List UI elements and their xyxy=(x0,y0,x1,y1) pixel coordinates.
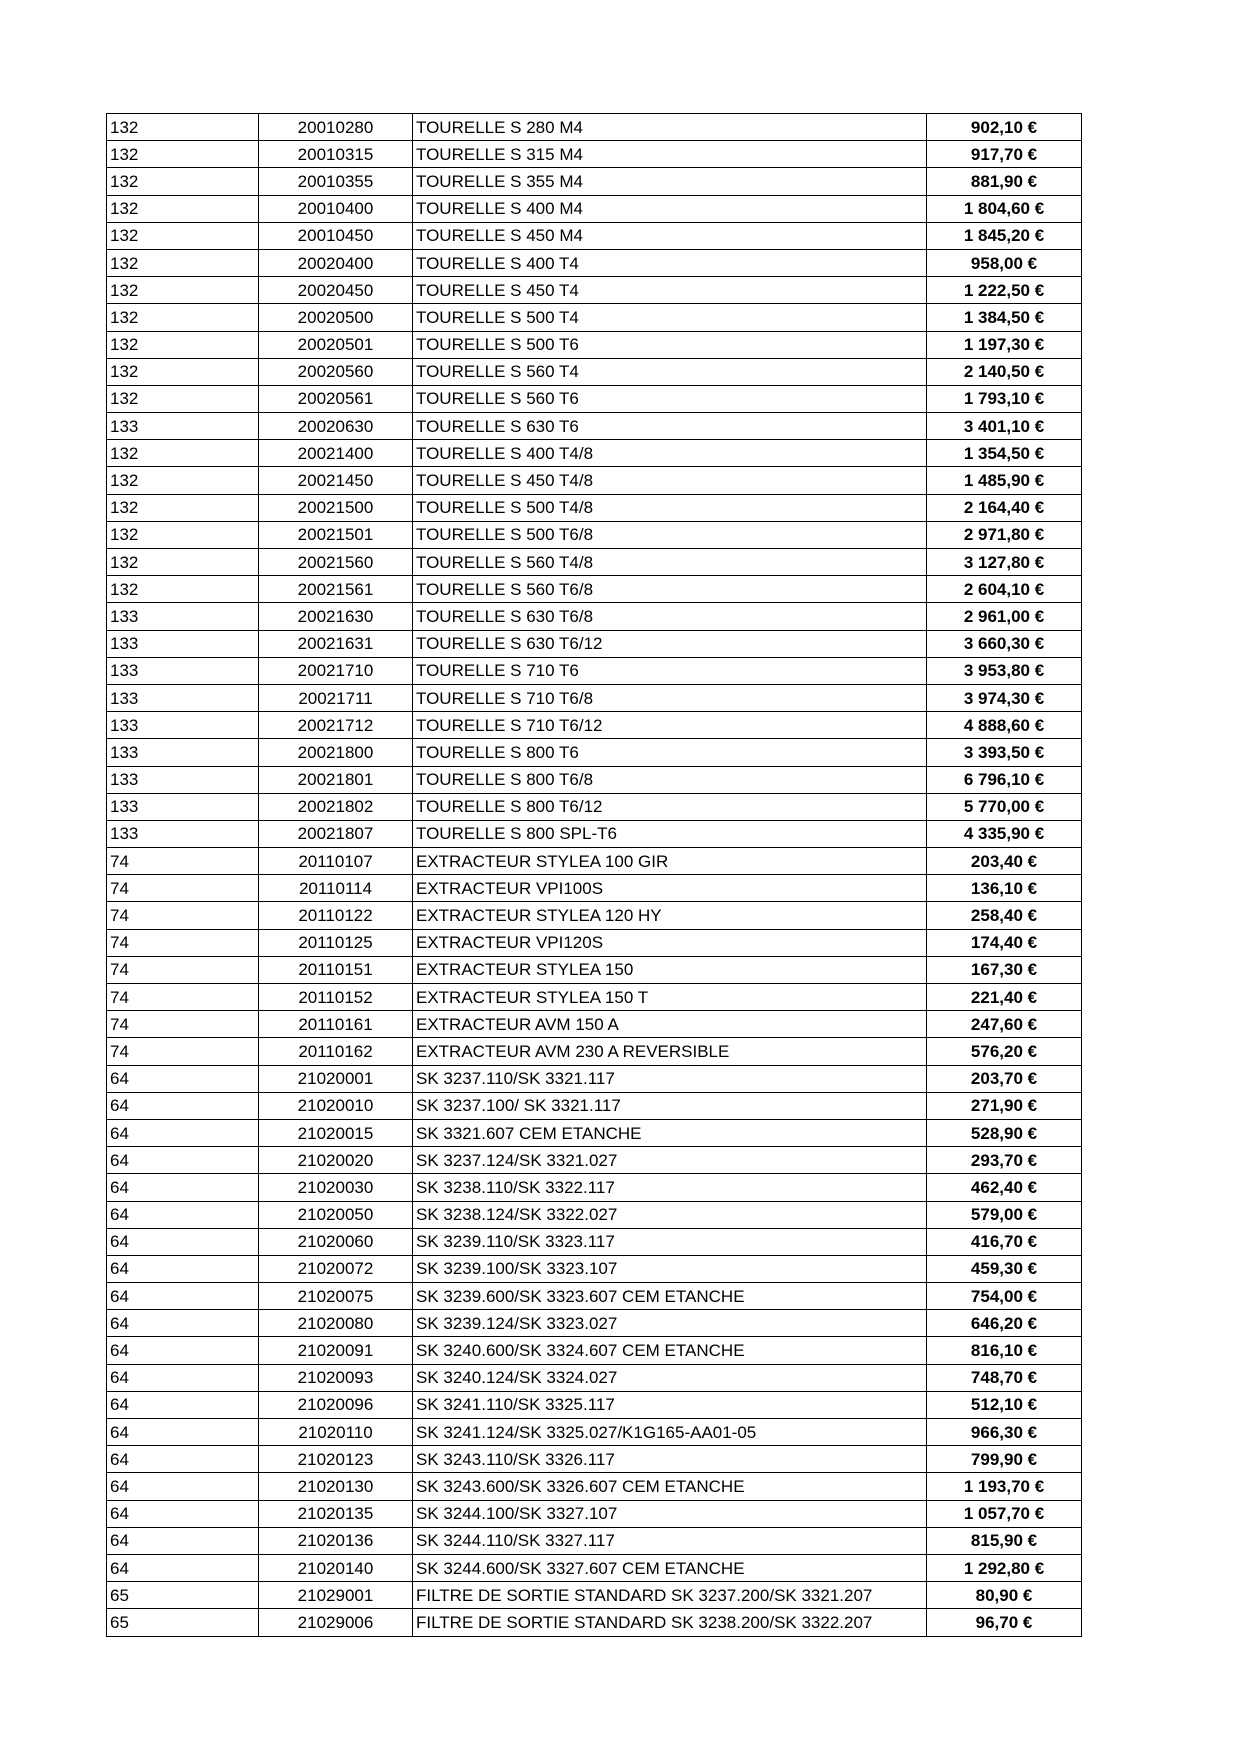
table-row xyxy=(107,222,1082,249)
description-cell: TOURELLE S 560 T6 xyxy=(413,385,927,412)
table-row xyxy=(107,168,1082,195)
price-cell: 902,10 € xyxy=(927,114,1082,141)
price-cell: 96,70 € xyxy=(927,1609,1082,1636)
catalog-page-cell: 132 xyxy=(107,141,259,168)
description-cell: TOURELLE S 315 M4 xyxy=(413,141,927,168)
price-cell: 293,70 € xyxy=(927,1147,1082,1174)
reference-cell: 20010355 xyxy=(259,168,413,195)
table-row xyxy=(107,1473,1082,1500)
reference-cell: 20021802 xyxy=(259,793,413,820)
price-cell: 1 354,50 € xyxy=(927,440,1082,467)
price-cell: 1 384,50 € xyxy=(927,304,1082,331)
table-row xyxy=(107,249,1082,276)
catalog-page-cell: 64 xyxy=(107,1419,259,1446)
table-row xyxy=(107,331,1082,358)
reference-cell: 20110122 xyxy=(259,902,413,929)
catalog-page-cell: 64 xyxy=(107,1283,259,1310)
table-row xyxy=(107,385,1082,412)
table-row xyxy=(107,1419,1082,1446)
catalog-page-cell: 132 xyxy=(107,222,259,249)
reference-cell: 20021800 xyxy=(259,739,413,766)
reference-cell: 20110151 xyxy=(259,956,413,983)
description-cell: TOURELLE S 560 T4 xyxy=(413,358,927,385)
price-cell: 815,90 € xyxy=(927,1527,1082,1554)
description-cell: TOURELLE S 560 T6/8 xyxy=(413,576,927,603)
table-row xyxy=(107,304,1082,331)
reference-cell: 21020060 xyxy=(259,1228,413,1255)
price-cell: 258,40 € xyxy=(927,902,1082,929)
price-cell: 1 193,70 € xyxy=(927,1473,1082,1500)
price-cell: 512,10 € xyxy=(927,1391,1082,1418)
table-row xyxy=(107,1201,1082,1228)
catalog-page-cell: 64 xyxy=(107,1201,259,1228)
description-cell: EXTRACTEUR STYLEA 150 T xyxy=(413,984,927,1011)
price-list-sheet xyxy=(106,113,1081,1637)
price-cell: 799,90 € xyxy=(927,1446,1082,1473)
price-cell: 3 660,30 € xyxy=(927,630,1082,657)
reference-cell: 20021801 xyxy=(259,766,413,793)
price-cell: 3 393,50 € xyxy=(927,739,1082,766)
description-cell: SK 3237.124/SK 3321.027 xyxy=(413,1147,927,1174)
catalog-page-cell: 132 xyxy=(107,440,259,467)
catalog-page-cell: 65 xyxy=(107,1609,259,1636)
description-cell: SK 3240.600/SK 3324.607 CEM ETANCHE xyxy=(413,1337,927,1364)
reference-cell: 20110162 xyxy=(259,1038,413,1065)
description-cell: TOURELLE S 500 T4/8 xyxy=(413,494,927,521)
catalog-page-cell: 74 xyxy=(107,929,259,956)
description-cell: TOURELLE S 800 T6/8 xyxy=(413,766,927,793)
description-cell: SK 3238.124/SK 3322.027 xyxy=(413,1201,927,1228)
table-row xyxy=(107,902,1082,929)
description-cell: SK 3321.607 CEM ETANCHE xyxy=(413,1119,927,1146)
catalog-page-cell: 132 xyxy=(107,304,259,331)
description-cell: SK 3244.110/SK 3327.117 xyxy=(413,1527,927,1554)
catalog-page-cell: 132 xyxy=(107,494,259,521)
price-cell: 203,40 € xyxy=(927,848,1082,875)
description-cell: EXTRACTEUR AVM 150 A xyxy=(413,1011,927,1038)
reference-cell: 20110161 xyxy=(259,1011,413,1038)
catalog-page-cell: 133 xyxy=(107,657,259,684)
description-cell: EXTRACTEUR AVM 230 A REVERSIBLE xyxy=(413,1038,927,1065)
description-cell: EXTRACTEUR VPI120S xyxy=(413,929,927,956)
description-cell: TOURELLE S 500 T6 xyxy=(413,331,927,358)
price-cell: 3 974,30 € xyxy=(927,684,1082,711)
table-row xyxy=(107,521,1082,548)
description-cell: EXTRACTEUR STYLEA 120 HY xyxy=(413,902,927,929)
table-row xyxy=(107,1038,1082,1065)
reference-cell: 20010450 xyxy=(259,222,413,249)
description-cell: TOURELLE S 355 M4 xyxy=(413,168,927,195)
table-row xyxy=(107,413,1082,440)
reference-cell: 20021631 xyxy=(259,630,413,657)
catalog-page-cell: 64 xyxy=(107,1337,259,1364)
table-row xyxy=(107,1174,1082,1201)
catalog-page-cell: 74 xyxy=(107,984,259,1011)
price-cell: 1 057,70 € xyxy=(927,1500,1082,1527)
catalog-page-cell: 133 xyxy=(107,739,259,766)
description-cell: SK 3240.124/SK 3324.027 xyxy=(413,1364,927,1391)
reference-cell: 20020561 xyxy=(259,385,413,412)
reference-cell: 21020050 xyxy=(259,1201,413,1228)
table-row xyxy=(107,1310,1082,1337)
catalog-page-cell: 132 xyxy=(107,521,259,548)
catalog-page-cell: 133 xyxy=(107,413,259,440)
table-row xyxy=(107,875,1082,902)
description-cell: FILTRE DE SORTIE STANDARD SK 3238.200/SK 3322.207 xyxy=(413,1609,927,1636)
catalog-page-cell: 74 xyxy=(107,956,259,983)
reference-cell: 20020450 xyxy=(259,277,413,304)
table-row xyxy=(107,1147,1082,1174)
reference-cell: 20110114 xyxy=(259,875,413,902)
table-row xyxy=(107,984,1082,1011)
catalog-page-cell: 74 xyxy=(107,1038,259,1065)
reference-cell: 20010280 xyxy=(259,114,413,141)
table-row xyxy=(107,1092,1082,1119)
catalog-page-cell: 74 xyxy=(107,1011,259,1038)
reference-cell: 21020030 xyxy=(259,1174,413,1201)
table-row xyxy=(107,195,1082,222)
catalog-page-cell: 132 xyxy=(107,195,259,222)
price-cell: 459,30 € xyxy=(927,1255,1082,1282)
description-cell: TOURELLE S 560 T4/8 xyxy=(413,549,927,576)
description-cell: SK 3244.600/SK 3327.607 CEM ETANCHE xyxy=(413,1554,927,1581)
reference-cell: 20110152 xyxy=(259,984,413,1011)
description-cell: TOURELLE S 450 T4 xyxy=(413,277,927,304)
reference-cell: 20021501 xyxy=(259,521,413,548)
reference-cell: 21020140 xyxy=(259,1554,413,1581)
reference-cell: 20021561 xyxy=(259,576,413,603)
price-cell: 917,70 € xyxy=(927,141,1082,168)
price-cell: 80,90 € xyxy=(927,1582,1082,1609)
price-table-body xyxy=(107,114,1082,1637)
table-row xyxy=(107,657,1082,684)
price-cell: 3 127,80 € xyxy=(927,549,1082,576)
price-cell: 748,70 € xyxy=(927,1364,1082,1391)
reference-cell: 21020072 xyxy=(259,1255,413,1282)
description-cell: SK 3244.100/SK 3327.107 xyxy=(413,1500,927,1527)
price-cell: 1 222,50 € xyxy=(927,277,1082,304)
catalog-page-cell: 64 xyxy=(107,1092,259,1119)
table-row xyxy=(107,739,1082,766)
price-cell: 136,10 € xyxy=(927,875,1082,902)
reference-cell: 20021400 xyxy=(259,440,413,467)
reference-cell: 21020015 xyxy=(259,1119,413,1146)
description-cell: TOURELLE S 400 M4 xyxy=(413,195,927,222)
catalog-page-cell: 64 xyxy=(107,1255,259,1282)
price-cell: 1 845,20 € xyxy=(927,222,1082,249)
description-cell: TOURELLE S 630 T6/8 xyxy=(413,603,927,630)
catalog-page-cell: 64 xyxy=(107,1391,259,1418)
reference-cell: 20020500 xyxy=(259,304,413,331)
price-cell: 462,40 € xyxy=(927,1174,1082,1201)
description-cell: SK 3237.100/ SK 3321.117 xyxy=(413,1092,927,1119)
table-row xyxy=(107,467,1082,494)
description-cell: SK 3241.110/SK 3325.117 xyxy=(413,1391,927,1418)
price-cell: 816,10 € xyxy=(927,1337,1082,1364)
catalog-page-cell: 132 xyxy=(107,168,259,195)
description-cell: TOURELLE S 400 T4 xyxy=(413,249,927,276)
table-row xyxy=(107,1255,1082,1282)
catalog-page-cell: 64 xyxy=(107,1500,259,1527)
price-cell: 6 796,10 € xyxy=(927,766,1082,793)
catalog-page-cell: 132 xyxy=(107,549,259,576)
reference-cell: 21020136 xyxy=(259,1527,413,1554)
description-cell: SK 3237.110/SK 3321.117 xyxy=(413,1065,927,1092)
table-row xyxy=(107,1446,1082,1473)
price-cell: 1 804,60 € xyxy=(927,195,1082,222)
catalog-page-cell: 64 xyxy=(107,1119,259,1146)
price-cell: 167,30 € xyxy=(927,956,1082,983)
description-cell: TOURELLE S 800 T6 xyxy=(413,739,927,766)
catalog-page-cell: 64 xyxy=(107,1147,259,1174)
price-cell: 958,00 € xyxy=(927,249,1082,276)
description-cell: TOURELLE S 710 T6/8 xyxy=(413,684,927,711)
description-cell: EXTRACTEUR STYLEA 150 xyxy=(413,956,927,983)
table-row xyxy=(107,684,1082,711)
catalog-page-cell: 64 xyxy=(107,1228,259,1255)
description-cell: EXTRACTEUR VPI100S xyxy=(413,875,927,902)
table-row xyxy=(107,141,1082,168)
table-row xyxy=(107,277,1082,304)
catalog-page-cell: 64 xyxy=(107,1364,259,1391)
description-cell: TOURELLE S 450 T4/8 xyxy=(413,467,927,494)
description-cell: TOURELLE S 630 T6/12 xyxy=(413,630,927,657)
price-cell: 1 485,90 € xyxy=(927,467,1082,494)
table-row xyxy=(107,712,1082,739)
description-cell: TOURELLE S 710 T6/12 xyxy=(413,712,927,739)
price-cell: 2 971,80 € xyxy=(927,521,1082,548)
catalog-page-cell: 133 xyxy=(107,766,259,793)
price-cell: 3 401,10 € xyxy=(927,413,1082,440)
catalog-page-cell: 132 xyxy=(107,576,259,603)
table-row xyxy=(107,630,1082,657)
price-cell: 4 888,60 € xyxy=(927,712,1082,739)
description-cell: SK 3239.100/SK 3323.107 xyxy=(413,1255,927,1282)
description-cell: SK 3239.600/SK 3323.607 CEM ETANCHE xyxy=(413,1283,927,1310)
reference-cell: 21020091 xyxy=(259,1337,413,1364)
reference-cell: 21029001 xyxy=(259,1582,413,1609)
table-row xyxy=(107,114,1082,141)
description-cell: SK 3243.110/SK 3326.117 xyxy=(413,1446,927,1473)
catalog-page-cell: 132 xyxy=(107,114,259,141)
reference-cell: 20021560 xyxy=(259,549,413,576)
description-cell: SK 3243.600/SK 3326.607 CEM ETANCHE xyxy=(413,1473,927,1500)
price-cell: 221,40 € xyxy=(927,984,1082,1011)
catalog-page-cell: 64 xyxy=(107,1065,259,1092)
description-cell: SK 3239.124/SK 3323.027 xyxy=(413,1310,927,1337)
table-row xyxy=(107,848,1082,875)
reference-cell: 20021712 xyxy=(259,712,413,739)
reference-cell: 21020080 xyxy=(259,1310,413,1337)
reference-cell: 20021450 xyxy=(259,467,413,494)
price-cell: 754,00 € xyxy=(927,1283,1082,1310)
description-cell: SK 3239.110/SK 3323.117 xyxy=(413,1228,927,1255)
table-row xyxy=(107,494,1082,521)
description-cell: TOURELLE S 800 T6/12 xyxy=(413,793,927,820)
catalog-page-cell: 64 xyxy=(107,1554,259,1581)
reference-cell: 21020123 xyxy=(259,1446,413,1473)
price-cell: 203,70 € xyxy=(927,1065,1082,1092)
reference-cell: 20110125 xyxy=(259,929,413,956)
description-cell: TOURELLE S 800 SPL-T6 xyxy=(413,820,927,847)
price-cell: 1 197,30 € xyxy=(927,331,1082,358)
description-cell: SK 3241.124/SK 3325.027/K1G165-AA01-05 xyxy=(413,1419,927,1446)
price-cell: 3 953,80 € xyxy=(927,657,1082,684)
catalog-page-cell: 64 xyxy=(107,1446,259,1473)
catalog-page-cell: 64 xyxy=(107,1527,259,1554)
description-cell: FILTRE DE SORTIE STANDARD SK 3237.200/SK 3321.207 xyxy=(413,1582,927,1609)
catalog-page-cell: 133 xyxy=(107,712,259,739)
reference-cell: 20020501 xyxy=(259,331,413,358)
catalog-page-cell: 74 xyxy=(107,848,259,875)
description-cell: SK 3238.110/SK 3322.117 xyxy=(413,1174,927,1201)
price-cell: 2 604,10 € xyxy=(927,576,1082,603)
reference-cell: 21020093 xyxy=(259,1364,413,1391)
description-cell: EXTRACTEUR STYLEA 100 GIR xyxy=(413,848,927,875)
catalog-page-cell: 133 xyxy=(107,684,259,711)
table-row xyxy=(107,1119,1082,1146)
description-cell: TOURELLE S 710 T6 xyxy=(413,657,927,684)
reference-cell: 21029006 xyxy=(259,1609,413,1636)
catalog-page-cell: 133 xyxy=(107,630,259,657)
price-cell: 1 793,10 € xyxy=(927,385,1082,412)
reference-cell: 20010400 xyxy=(259,195,413,222)
description-cell: TOURELLE S 400 T4/8 xyxy=(413,440,927,467)
reference-cell: 20020400 xyxy=(259,249,413,276)
catalog-page-cell: 132 xyxy=(107,385,259,412)
reference-cell: 20021630 xyxy=(259,603,413,630)
reference-cell: 21020010 xyxy=(259,1092,413,1119)
price-cell: 966,30 € xyxy=(927,1419,1082,1446)
table-row xyxy=(107,793,1082,820)
table-row xyxy=(107,1609,1082,1636)
reference-cell: 21020075 xyxy=(259,1283,413,1310)
price-cell: 2 164,40 € xyxy=(927,494,1082,521)
table-row xyxy=(107,1011,1082,1038)
reference-cell: 20010315 xyxy=(259,141,413,168)
reference-cell: 21020135 xyxy=(259,1500,413,1527)
reference-cell: 20021710 xyxy=(259,657,413,684)
price-cell: 1 292,80 € xyxy=(927,1554,1082,1581)
catalog-page-cell: 132 xyxy=(107,358,259,385)
table-row xyxy=(107,1582,1082,1609)
table-row xyxy=(107,766,1082,793)
price-cell: 2 140,50 € xyxy=(927,358,1082,385)
catalog-page-cell: 132 xyxy=(107,331,259,358)
reference-cell: 21020001 xyxy=(259,1065,413,1092)
table-row xyxy=(107,549,1082,576)
price-cell: 576,20 € xyxy=(927,1038,1082,1065)
catalog-page-cell: 132 xyxy=(107,249,259,276)
table-row xyxy=(107,576,1082,603)
catalog-page-cell: 64 xyxy=(107,1473,259,1500)
catalog-page-cell: 74 xyxy=(107,902,259,929)
table-row xyxy=(107,358,1082,385)
reference-cell: 21020110 xyxy=(259,1419,413,1446)
table-row xyxy=(107,603,1082,630)
price-cell: 271,90 € xyxy=(927,1092,1082,1119)
reference-cell: 21020096 xyxy=(259,1391,413,1418)
table-row xyxy=(107,1500,1082,1527)
description-cell: TOURELLE S 500 T6/8 xyxy=(413,521,927,548)
table-row xyxy=(107,1527,1082,1554)
catalog-page-cell: 133 xyxy=(107,820,259,847)
table-row xyxy=(107,929,1082,956)
table-row xyxy=(107,1554,1082,1581)
catalog-page-cell: 64 xyxy=(107,1174,259,1201)
catalog-page-cell: 133 xyxy=(107,603,259,630)
catalog-page-cell: 133 xyxy=(107,793,259,820)
table-row xyxy=(107,1364,1082,1391)
table-row xyxy=(107,440,1082,467)
reference-cell: 21020020 xyxy=(259,1147,413,1174)
description-cell: TOURELLE S 500 T4 xyxy=(413,304,927,331)
table-row xyxy=(107,1337,1082,1364)
catalog-page-cell: 74 xyxy=(107,875,259,902)
price-cell: 416,70 € xyxy=(927,1228,1082,1255)
catalog-page-cell: 65 xyxy=(107,1582,259,1609)
table-row xyxy=(107,956,1082,983)
reference-cell: 20021807 xyxy=(259,820,413,847)
price-cell: 881,90 € xyxy=(927,168,1082,195)
reference-cell: 21020130 xyxy=(259,1473,413,1500)
description-cell: TOURELLE S 280 M4 xyxy=(413,114,927,141)
price-cell: 579,00 € xyxy=(927,1201,1082,1228)
price-cell: 2 961,00 € xyxy=(927,603,1082,630)
description-cell: TOURELLE S 630 T6 xyxy=(413,413,927,440)
table-row xyxy=(107,820,1082,847)
catalog-page-cell: 64 xyxy=(107,1310,259,1337)
table-row xyxy=(107,1391,1082,1418)
price-cell: 174,40 € xyxy=(927,929,1082,956)
reference-cell: 20020630 xyxy=(259,413,413,440)
price-table xyxy=(106,113,1082,1637)
catalog-page-cell: 132 xyxy=(107,467,259,494)
table-row xyxy=(107,1283,1082,1310)
table-row xyxy=(107,1065,1082,1092)
price-cell: 4 335,90 € xyxy=(927,820,1082,847)
price-cell: 247,60 € xyxy=(927,1011,1082,1038)
catalog-page-cell: 132 xyxy=(107,277,259,304)
description-cell: TOURELLE S 450 M4 xyxy=(413,222,927,249)
price-cell: 646,20 € xyxy=(927,1310,1082,1337)
table-row xyxy=(107,1228,1082,1255)
price-cell: 5 770,00 € xyxy=(927,793,1082,820)
reference-cell: 20021711 xyxy=(259,684,413,711)
reference-cell: 20021500 xyxy=(259,494,413,521)
price-cell: 528,90 € xyxy=(927,1119,1082,1146)
reference-cell: 20020560 xyxy=(259,358,413,385)
reference-cell: 20110107 xyxy=(259,848,413,875)
